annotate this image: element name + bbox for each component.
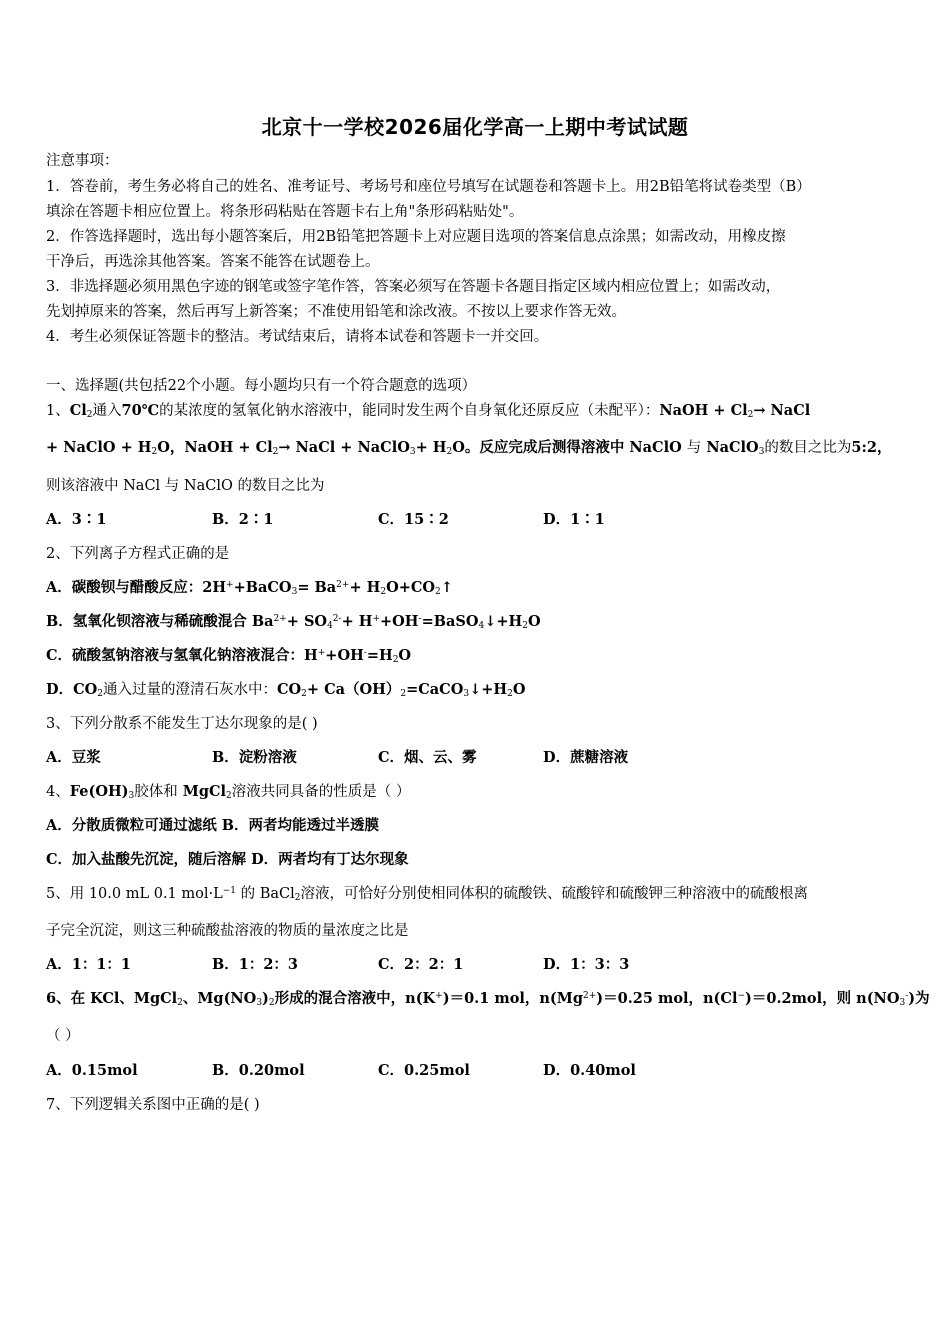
question-7-stem: 7、下列逻辑关系图中正确的是( ) (46, 1097, 260, 1113)
section-heading: 一、选择题(共包括22个小题。每小题均只有一个符合题意的选项） (46, 378, 477, 394)
question-1-line-1: 1、$Cl_2$通入70℃的某浓度的氢氧化钠水溶液中，能同时发生两个自身氧化还原反应（未配平）：NaOH + $Cl_2\to$ NaCl (46, 402, 811, 420)
option-b: B．淀粉溶液 (212, 749, 297, 766)
option-a: A．3∶1 (46, 511, 107, 528)
question-1-line-2: + NaClO + $H_2O$，NaOH + $Cl_2\to$ NaCl + NaClO$_3$+ $H_2O$。反应完成后测得溶液中 NaClO 与 NaClO$_3$的数目之比为5:2， (46, 439, 892, 457)
option-a: A．1：1：1 (46, 956, 132, 973)
option-c: C．2：2：1 (378, 956, 464, 973)
option-c: C．15∶2 (378, 511, 449, 528)
notice-line: 2．作答选择题时，选出每小题答案后，用2B铅笔把答题卡上对应题目选项的答案信息点涂黑；如需改动，用橡皮擦 (46, 229, 786, 245)
notice-line: 干净后，再选涂其他答案。答案不能答在试题卷上。 (46, 254, 380, 270)
option-b: B．1：2：3 (212, 956, 299, 973)
option-b: B．2∶1 (212, 511, 274, 528)
question-2-option-c: C．硫酸氢钠溶液与氢氧化钠溶液混合：$H^++OH^-=H_2O$ (46, 647, 412, 665)
option-d: D．1：3：3 (543, 956, 630, 973)
question-1-line-3: 则该溶液中 NaCl 与 NaClO 的数目之比为 (46, 478, 325, 494)
notice-line: 3．非选择题必须用黑色字迹的钢笔或签字笔作答，答案必须写在答题卡各题目指定区域内相应位置上；如需改动， (46, 279, 781, 295)
question-4-options-row-2: C．加入盐酸先沉淀，随后溶解 D．两者均有丁达尔现象 (46, 851, 409, 868)
notice-heading: 注意事项： (46, 153, 119, 169)
question-4-stem: 4、$Fe(OH)_3$胶体和 MgCl$_2$溶液共同具备的性质是（ ） (46, 783, 411, 801)
option-c: C．0.25mol (378, 1062, 470, 1079)
notice-line: 4．考生必须保证答题卡的整洁。考试结束后，请将本试卷和答题卡一并交回。 (46, 329, 549, 345)
question-5-line-1: 5、用 10.0 mL 0.1 $mol\cdot L^{-1}$ 的 BaCl$_2$溶液，可恰好分别使相同体积的硫酸铁、硫酸锌和硫酸钾三种溶液中的硫酸根离 (46, 886, 809, 903)
option-c: C．烟、云、雾 (378, 749, 477, 766)
question-6-line-1: 6、在 KCl、MgCl$_2$、$Mg(NO_3)_2$形成的混合溶液中，n(K+)＝0.1 mol，$n(Mg^{2+})=0.25$ mol，n(Cl−)＝0.2mol，则 $n(NO_3^-)$为 (46, 990, 930, 1008)
option-d: D．0.40mol (543, 1062, 636, 1079)
question-2-option-a: A．碳酸钡与醋酸反应：2H++BaCO$_3$= $Ba^{2+}+$ $H_2O+CO_2↑$ (46, 579, 453, 597)
question-2-option-d: D．$CO_2$通入过量的澄清石灰水中：$CO_2+$ $Ca(OH)_2=CaCO_3↓+H_2O$ (46, 681, 526, 699)
question-2-stem: 2、下列离子方程式正确的是 (46, 546, 230, 562)
question-2-option-b: B．氢氧化钡溶液与稀硫酸混合 $Ba^{2+}+ SO_4^{2-}+$ $H^++OH^-=BaSO_4↓+H_2O$ (46, 613, 541, 631)
notice-line: 填涂在答题卡相应位置上。将条形码粘贴在答题卡右上角"条形码粘贴处"。 (46, 204, 524, 220)
question-6-line-2: （ ） (46, 1028, 80, 1044)
option-a: A．0.15mol (46, 1062, 138, 1079)
option-d: D．蔗糖溶液 (543, 749, 629, 766)
option-b: B．0.20mol (212, 1062, 305, 1079)
question-3-stem: 3、下列分散系不能发生丁达尔现象的是( ) (46, 716, 318, 732)
page-title: 北京十一学校2026届化学高一上期中考试试题 (261, 115, 689, 139)
question-5-line-2: 子完全沉淀，则这三种硫酸盐溶液的物质的量浓度之比是 (46, 923, 409, 939)
notice-line: 1．答卷前，考生务必将自己的姓名、准考证号、考场号和座位号填写在试题卷和答题卡上。用2B铅笔将试卷类型（B） (46, 179, 811, 195)
question-4-options-row-1: A．分散质微粒可通过滤纸 B．两者均能透过半透膜 (46, 817, 380, 834)
option-d: D．1∶1 (543, 511, 605, 528)
notice-line: 先划掉原来的答案，然后再写上新答案；不准使用铅笔和涂改液。不按以上要求作答无效。 (46, 304, 626, 320)
option-a: A．豆浆 (46, 749, 101, 766)
